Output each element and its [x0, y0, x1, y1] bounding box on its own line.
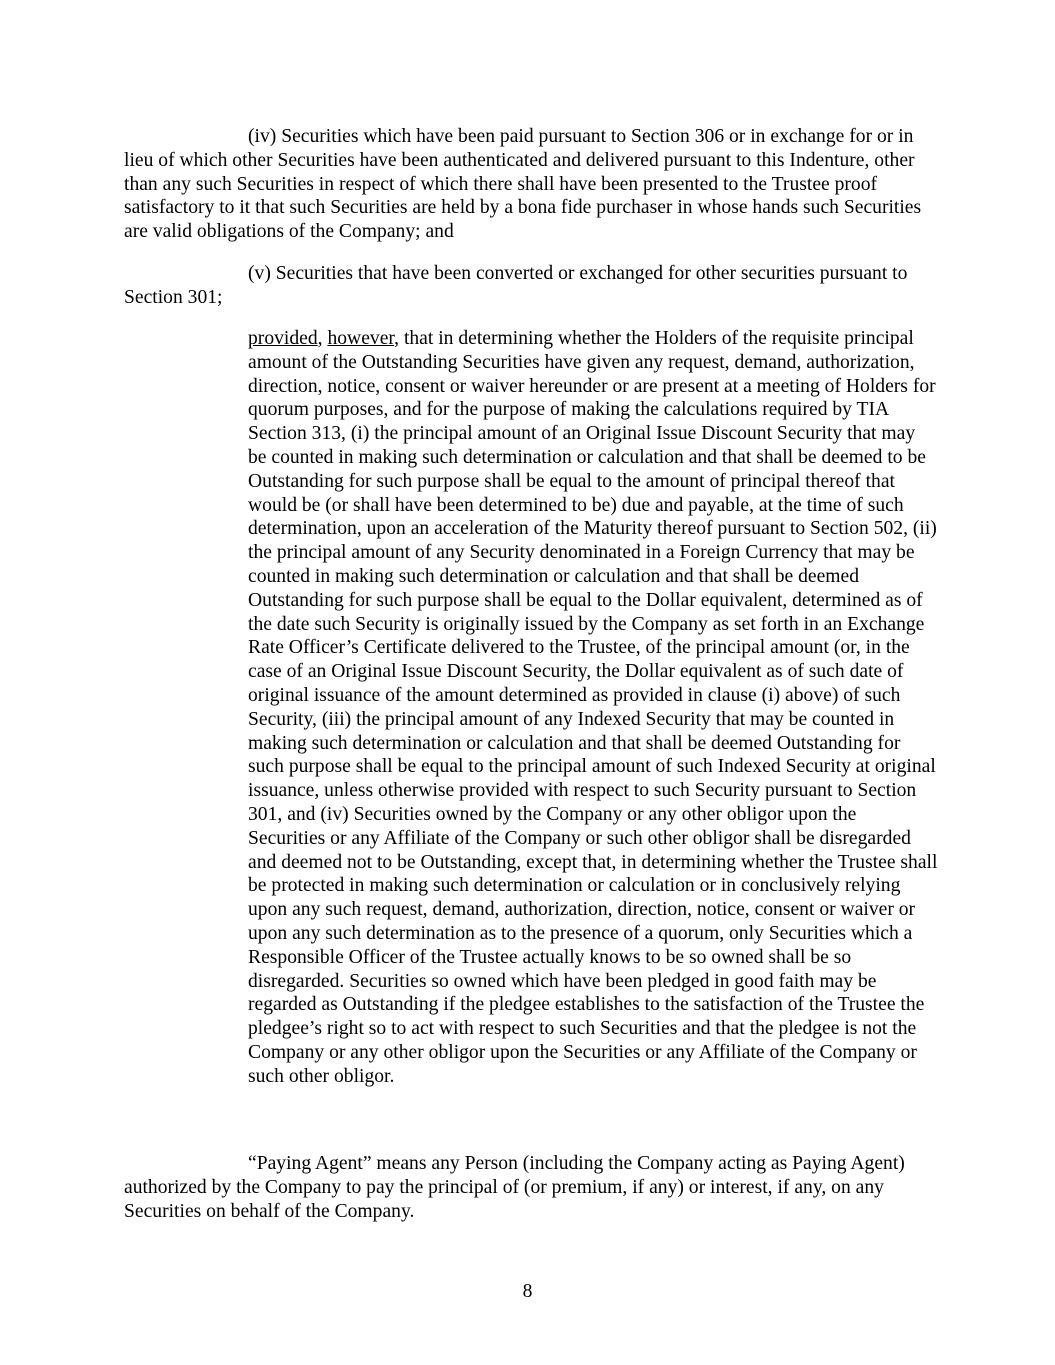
proviso-paragraph [248, 327, 938, 1089]
paragraph-clause-iv: (iv) Securities which have been paid pursuant to Section 306 or in exchange for or in lieu of which other Securities have been authenticated and delivered pursuant to this Indenture, other than any such Securities in respect of which there shall have been presented to the Trustee proof satisfactory to it that such Securities are held by a bona fide purchaser in whose hands such Securities are valid obligations of the Company; and [124, 126, 922, 243]
proviso-separator: , [317, 328, 328, 349]
proviso-however-term: however [327, 328, 395, 349]
paragraph-paying-agent-definition: “Paying Agent” means any Person (including the Company acting as Paying Agent) authorized by the Company to pay the principal of (or premium, if any) or interest, if any, on any Securities on behalf of the Company. [124, 1153, 905, 1222]
page-number: 8 [522, 1281, 533, 1302]
proviso-provided-term: provided [248, 328, 318, 349]
proviso-body: , that in determining whether the Holders of the requisite principal amount of the Outstanding Securities have given any request, demand, authorization, direction, notice, consent or waiver hereunder or are present at a meeting of Holders for quorum purposes, and for the purpose of making the calculations required by TIA Section 313, (i) the principal amount of an Original Issue Discount Security that may be counted in making such determination or calculation and that shall be deemed to be Outstanding for such purpose shall be equal to the amount of principal thereof that would be (or shall have been determined to be) due and payable, at the time of such determination, upon an acceleration of the Maturity thereof pursuant to Section 502, (ii) the principal amount of any Security denominated in a Foreign Currency that may be counted in making such determination or calculation and that shall be deemed Outstanding for such purpose shall be equal to the Dollar equivalent, determined as of the date such Security is originally issued by the Company as set forth in an Exchange Rate Officer’s Certificate delivered to the Trustee, of the principal amount (or, in the case of an Original Issue Discount Security, the Dollar equivalent as of such date of original issuance of the amount determined as provided in clause (i) above) of such Security, (iii) the principal amount of any Indexed Security that may be counted in making such determination or calculation and that shall be deemed Outstanding for such purpose shall be equal to the principal amount of such Indexed Security at original issuance, unless otherwise provided with respect to such Security pursuant to Section 301, and (iv) Securities owned by the Company or any other obligor upon the Securities or any Affiliate of the Company or such other obligor shall be disregarded and deemed not to be Outstanding, except that, in determining whether the Trustee shall be protected in making such determination or calculation or in conclusively relying upon any such request, demand, authorization, direction, notice, consent or waiver or upon any such determination as to the presence of a quorum, only Securities which a Responsible Officer of the Trustee actually knows to be so owned shall be so disregarded. Securities so owned which have been pledged in good faith may be regarded as Outstanding if the pledgee establishes to the satisfaction of the Trustee the pledgee’s right so to act with respect to such Securities and that the pledgee is not the Company or any other obligor upon the Securities or any Affiliate of the Company or such other obligor. [248, 328, 938, 1087]
paragraph-clause-v: (v) Securities that have been converted or exchanged for other securities pursuant to Section 301; [124, 263, 908, 308]
